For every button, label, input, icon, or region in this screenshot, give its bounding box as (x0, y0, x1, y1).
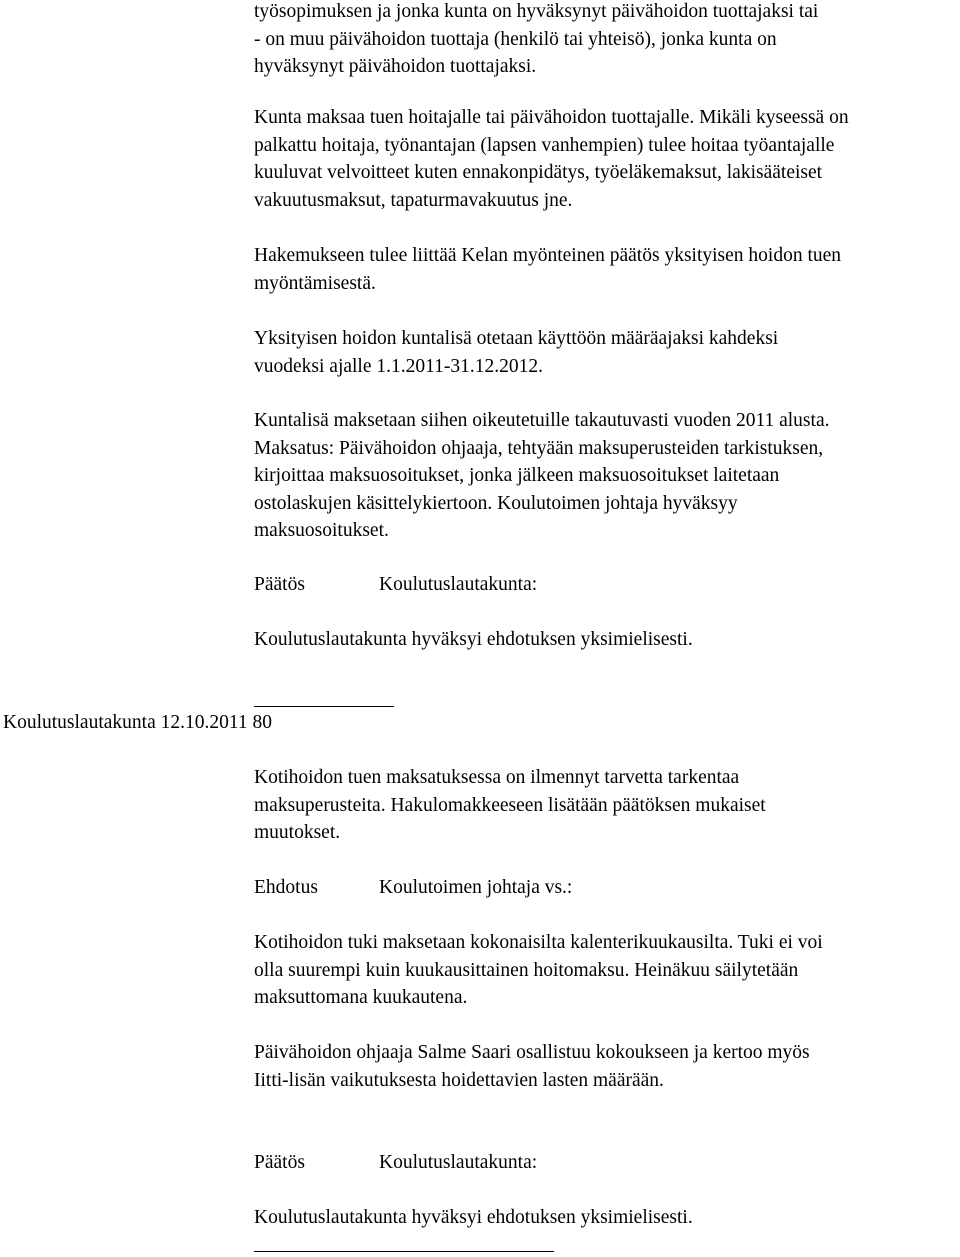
text-line: maksuosoitukset. (254, 520, 389, 541)
text-line: olla suurempi kuin kuukausittainen hoitomaksu. Heinäkuu säilytetään (254, 959, 799, 981)
text-line: Yksityisen hoidon kuntalisä otetaan käyttöön määräajaksi kahdeksi (254, 328, 779, 349)
text-line: Kotihoidon tuen maksatuksessa on ilmennyt tarvetta tarkentaa (254, 767, 740, 788)
text-line: Koulutuslautakunta hyväksyi ehdotuksen yksimielisesti. (254, 629, 693, 650)
decision-text (254, 1204, 954, 1232)
text-line: kuuluvat velvoitteet kuten ennakonpidätys, työeläkemaksut, lakisääteiset (254, 162, 823, 183)
text-line: Hakemukseen tulee liittää Kelan myönteinen päätös yksityisen hoidon tuen (254, 245, 842, 266)
proposal-label: Ehdotus (254, 877, 318, 898)
proposal-paragraph (254, 929, 954, 1012)
section-divider (254, 706, 394, 707)
intro-paragraph (254, 0, 954, 81)
text-line: työsopimuksen ja jonka kunta on hyväksynyt päivähoidon tuottajaksi tai (254, 1, 819, 22)
text-line: Kunta maksaa tuen hoitajalle tai päivähoidon tuottajalle. Mikäli kyseessä on (254, 107, 849, 128)
text-line: Iitti-lisän vaikutuksesta hoidettavien lasten määrään. (254, 1069, 664, 1091)
payment-paragraph (254, 104, 954, 214)
text-line: Koulutuslautakunta hyväksyi ehdotuksen yksimielisesti. (254, 1207, 693, 1228)
text-line: maksuttomana kuukautena. (254, 987, 468, 1008)
decision-text (254, 626, 954, 654)
text-line: hyväksynyt päivähoidon tuottajaksi. (254, 56, 537, 77)
decision-label: Päätös (254, 1152, 305, 1173)
decision-row (254, 1149, 537, 1177)
text-line: Maksatus: Päivähoidon ohjaaja, tehtyään maksuperusteiden tarkistuksen, (254, 437, 824, 459)
proposal-row (254, 874, 572, 902)
text-line: vakuutusmaksut, tapaturmavakuutus jne. (254, 189, 573, 211)
text-line: maksuperusteita. Hakulomakkeeseen lisätään päätöksen mukaiset (254, 794, 766, 816)
decision-label: Päätös (254, 574, 305, 595)
text-line: Kuntalisä maksetaan siihen oikeutetuille takautuvasti vuoden 2011 alusta. (254, 410, 830, 431)
text-line: - on muu päivähoidon tuottaja (henkilö tai yhteisö), jonka kunta on (254, 28, 777, 50)
proposal-body: Koulutoimen johtaja vs.: (379, 877, 573, 898)
text-line: kirjoittaa maksuosoitukset, jonka jälkeen maksuosoitukset laitetaan (254, 465, 780, 486)
text-line: ostolaskujen käsittelykiertoon. Koulutoimen johtaja hyväksyy (254, 492, 738, 514)
period-paragraph (254, 325, 954, 380)
text-line: Kotihoidon tuki maksetaan kokonaisilta kalenterikuukausilta. Tuki ei voi (254, 932, 823, 953)
decision-row (254, 571, 537, 599)
kotihoito-paragraph (254, 764, 954, 847)
text-line: myöntämisestä. (254, 272, 376, 294)
attachment-paragraph (254, 242, 954, 297)
text-line: palkattu hoitaja, työnantajan (lapsen vanhempien) tulee hoitaa työantajalle (254, 134, 835, 156)
text-line: muutokset. (254, 822, 341, 843)
decision-body: Koulutuslautakunta: (379, 574, 538, 595)
presenter-paragraph (254, 1039, 954, 1094)
decision-body: Koulutuslautakunta: (379, 1152, 538, 1173)
text-line: Päivähoidon ohjaaja Salme Saari osallistuu kokoukseen ja kertoo myös (254, 1042, 810, 1063)
text-line: vuodeksi ajalle 1.1.2011-31.12.2012. (254, 355, 544, 377)
retroactive-paragraph (254, 407, 954, 545)
meeting-heading: Koulutuslautakunta 12.10.2011 80 (3, 712, 273, 733)
section-divider (254, 1251, 554, 1252)
